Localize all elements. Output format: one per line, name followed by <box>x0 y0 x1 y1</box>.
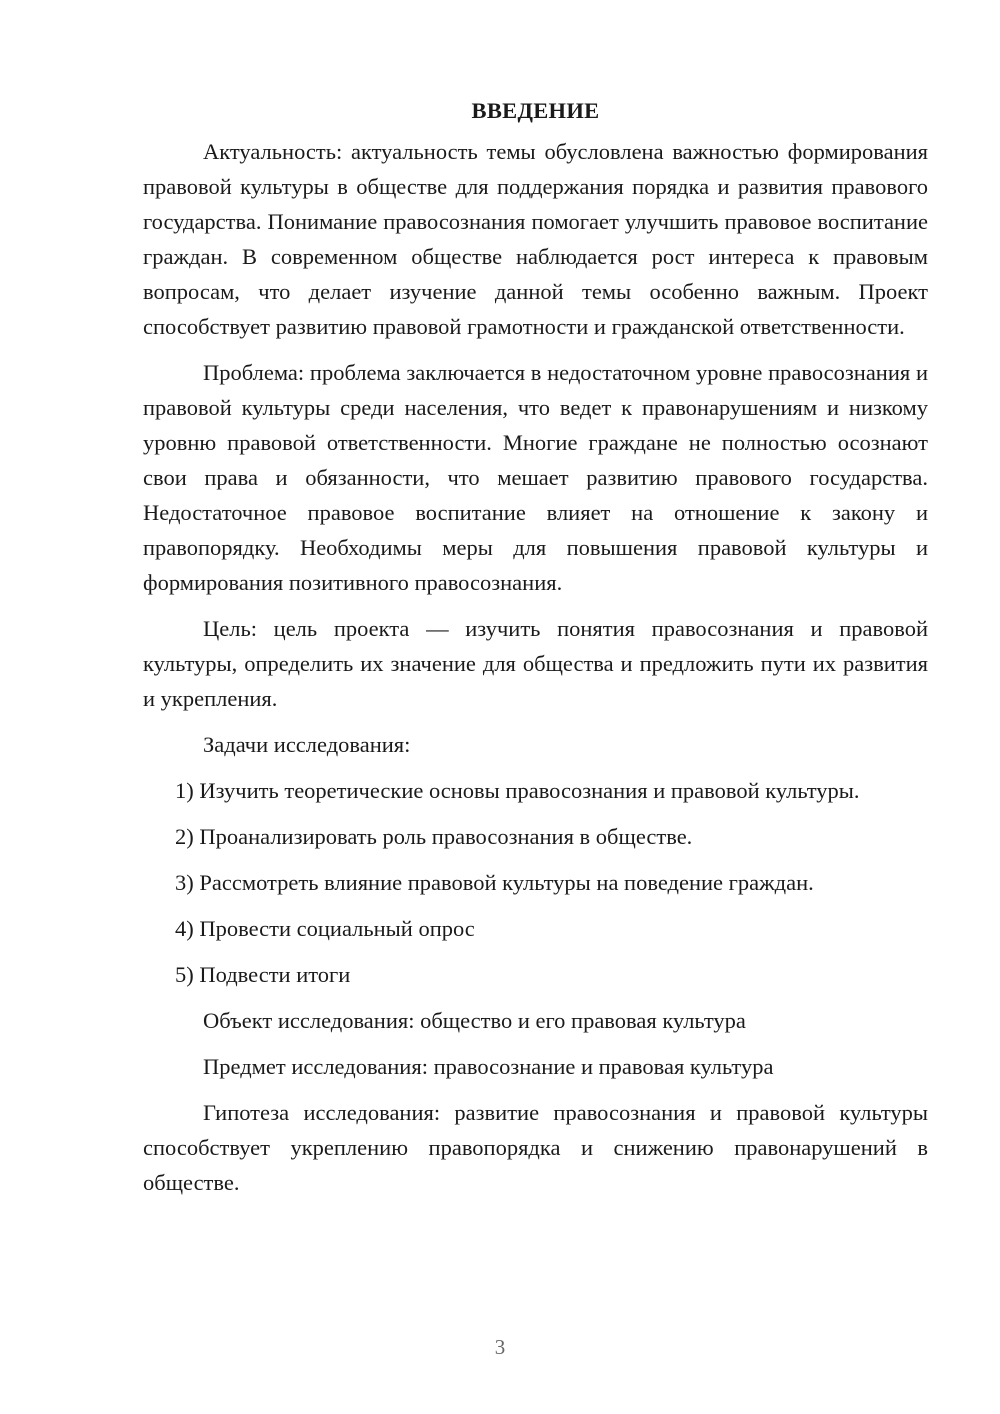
hypothesis-paragraph: Гипотеза исследования: развитие правосознания и правовой культуры способствует укреплению правопорядка и снижению правонарушений в обществе. <box>143 1100 928 1195</box>
goal-paragraph: Цель: цель проекта — изучить понятия правосознания и правовой культуры, определить их значение для общества и предложить пути их развития и укрепления. <box>143 616 928 711</box>
tasks-heading: Задачи исследования: <box>203 732 411 757</box>
page-title: ВВЕДЕНИЕ <box>471 98 600 123</box>
task-item-1: 1) Изучить теоретические основы правосознания и правовой культуры. <box>175 778 860 803</box>
relevance-paragraph: Актуальность: актуальность темы обусловлена важностью формирования правовой культуры в обществе для поддержания порядка и развития правового государства. Понимание правосознания помогает улучшить правовое воспитание граждан. В современном обществе наблюдается рост интереса к правовым вопросам, что делает изучение данной темы особенно важным. Проект способствует развитию правовой грамотности и гражданской ответственности. <box>143 139 928 339</box>
object-paragraph: Объект исследования: общество и его правовая культура <box>203 1008 746 1033</box>
document-page <box>143 93 928 1211</box>
task-item-2: 2) Проанализировать роль правосознания в обществе. <box>175 824 693 849</box>
task-item-5: 5) Подвести итоги <box>175 962 351 987</box>
task-item-4: 4) Провести социальный опрос <box>175 916 475 941</box>
task-item-3: 3) Рассмотреть влияние правовой культуры на поведение граждан. <box>175 870 814 895</box>
subject-paragraph: Предмет исследования: правосознание и правовая культура <box>203 1054 774 1079</box>
page-number: 3 <box>494 1335 506 1359</box>
problem-paragraph: Проблема: проблема заключается в недостаточном уровне правосознания и правовой культуры среди населения, что ведет к правонарушениям и низкому уровню правовой ответственности. Многие граждане не полностью осознают свои права и обязанности, что мешает развитию правового государства. Недостаточное правовое воспитание влияет на отношение к закону и правопорядку. Необходимы меры для повышения правовой культуры и формирования позитивного правосознания. <box>143 360 928 595</box>
